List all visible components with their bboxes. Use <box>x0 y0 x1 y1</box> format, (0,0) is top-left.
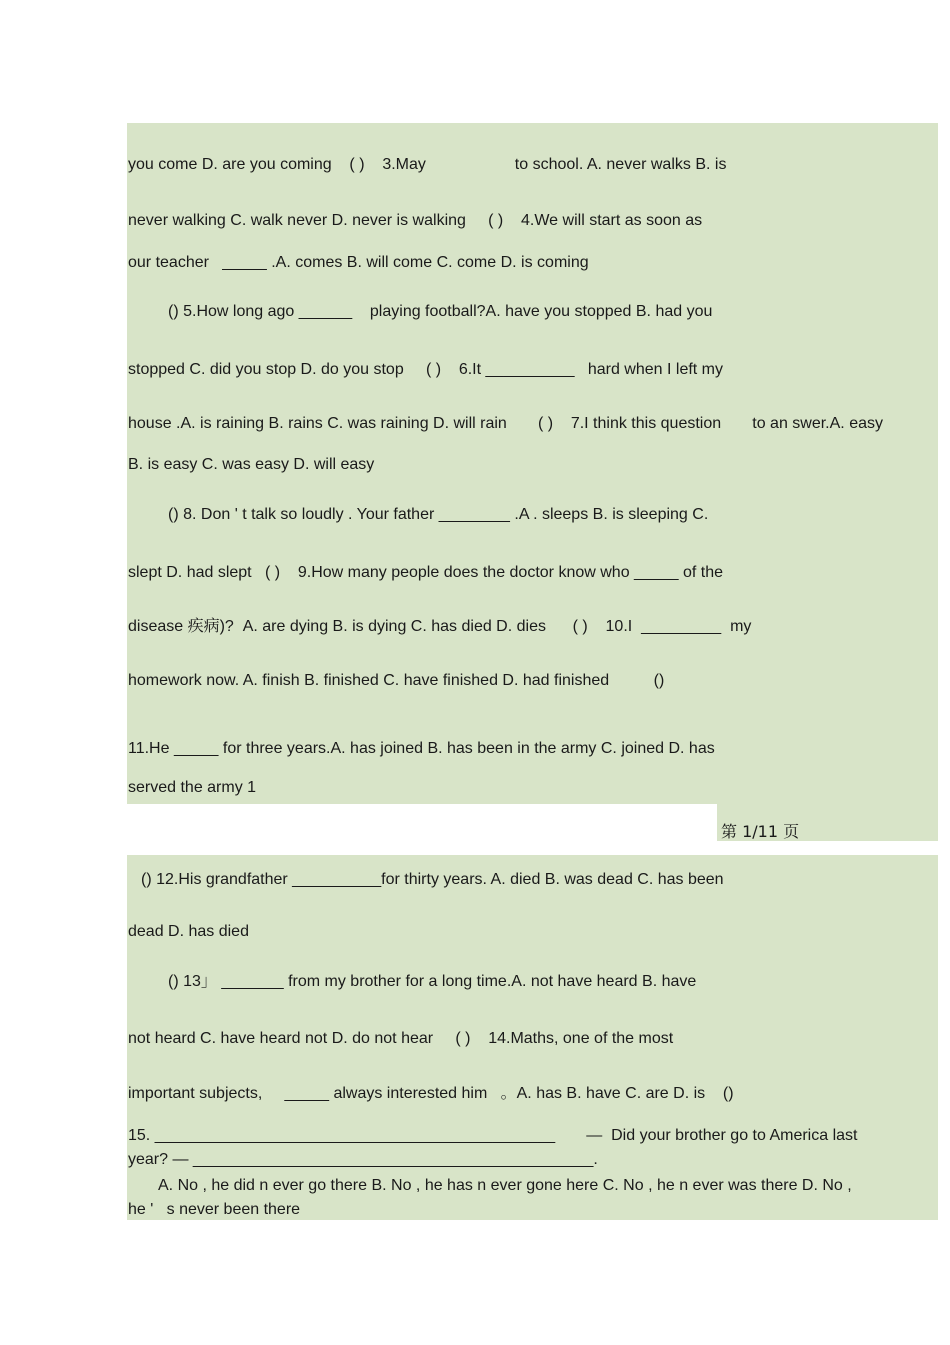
text-line: stopped C. did you stop D. do you stop ( ) 6.It __________ hard when I left my <box>128 361 724 378</box>
text-line: () 12.His grandfather __________for thirty years. A. died B. was dead C. has been <box>141 871 724 888</box>
text-line: you come D. are you coming ( ) 3.May to school. A. never walks B. is <box>128 156 727 173</box>
text-line: important subjects, _____ always interested him 。A. has B. have C. are D. is () <box>128 1085 734 1102</box>
text-line: () 13」 _______ from my brother for a long time.A. not have heard B. have <box>168 973 697 990</box>
text-line: our teacher _____ .A. comes B. will come C. come D. is coming <box>128 254 589 271</box>
text-line: homework now. A. finish B. finished C. have finished D. had finished () <box>128 672 665 689</box>
text-line: dead D. has died <box>128 923 249 940</box>
text-line: year? — _____________________________________________. <box>128 1151 598 1168</box>
page-number: 第 1/11 页 <box>721 822 800 841</box>
text-line: slept D. had slept ( ) 9.How many people does the doctor know who _____ of the <box>128 564 724 581</box>
text-line: 11.He _____ for three years.A. has joined B. has been in the army C. joined D. has <box>128 740 715 757</box>
text-line: house .A. is raining B. rains C. was raining D. will rain ( ) 7.I think this question to an swer.A. easy <box>128 415 883 432</box>
text-line: disease 疾病)? A. are dying B. is dying C. has died D. dies ( ) 10.I _________ my <box>128 618 752 635</box>
text-line: not heard C. have heard not D. do not hear ( ) 14.Maths, one of the most <box>128 1030 674 1047</box>
text-line: served the army 1 <box>128 779 257 796</box>
text-line: 15. _____________________________________________ — Did your brother go to America last <box>128 1127 858 1144</box>
text-line: () 5.How long ago ______ playing football?A. have you stopped B. had you <box>168 303 713 320</box>
text-line: A. No , he did n ever go there B. No , he has n ever gone here C. No , he n ever was there D. No , <box>158 1177 852 1194</box>
text-line: B. is easy C. was easy D. will easy <box>128 456 375 473</box>
text-line: he ' s never been there <box>128 1201 301 1218</box>
text-line: () 8. Don ' t talk so loudly . Your father ________ .A . sleeps B. is sleeping C. <box>168 506 709 523</box>
text-line: never walking C. walk never D. never is walking ( ) 4.We will start as soon as <box>128 212 703 229</box>
